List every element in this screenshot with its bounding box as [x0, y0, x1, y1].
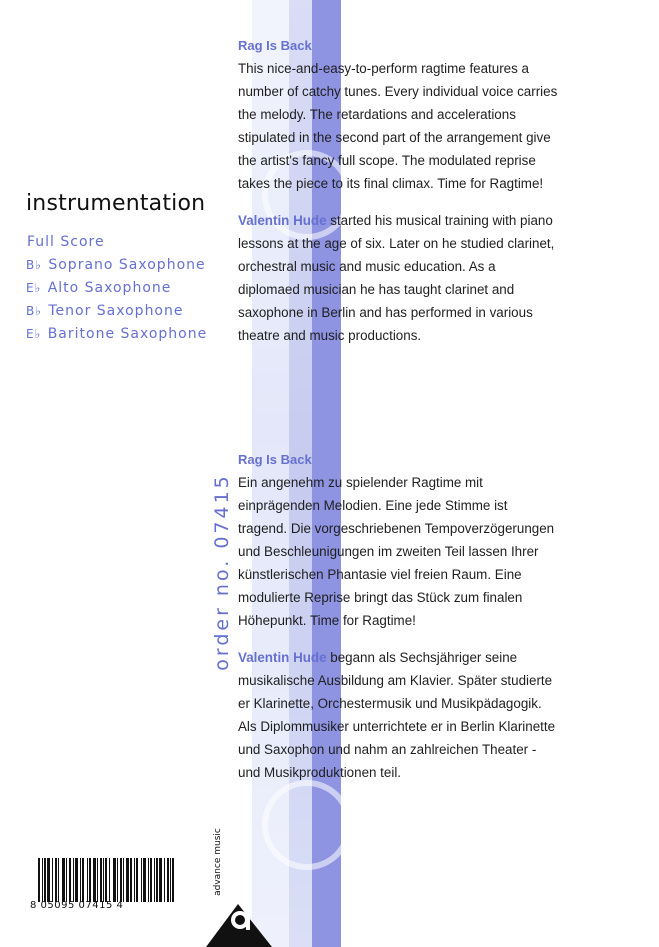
composer-name: Valentin Hude [238, 650, 327, 665]
flat-sign: B♭ [26, 258, 42, 272]
instrument-label: Baritone Saxophone [47, 326, 208, 342]
german-bio [238, 646, 558, 784]
order-number: order no. 07415 [211, 473, 233, 671]
flat-sign: E♭ [26, 327, 42, 341]
flat-sign: E♭ [26, 281, 42, 295]
instrument-item [26, 280, 207, 303]
english-bio-text: started his musical training with piano lessons at the age of six. Later on he studied clarinet, orchestral music and music education. As a diplomaed musician he has taught clarinet and saxophone in Berlin and has performed in various theatre and music productions. [238, 213, 555, 343]
instrumentation-list [26, 234, 207, 349]
instrument-item [26, 234, 207, 257]
german-bio-text: begann als Sechsjähriger seine musikalische Ausbildung am Klavier. Später studierte er Klarinette, Orchestermusik und Musikpädagogik. Als Diplommusiker unterrichtete er in Berlin Klarinette und Saxophon und nahm an zahlreichen Theater - und Musikproduktionen teil. [238, 650, 556, 780]
english-bio [238, 209, 558, 347]
flat-sign: B♭ [26, 304, 42, 318]
instrument-item [26, 257, 207, 280]
english-text-block [238, 38, 558, 347]
barcode-bars [38, 858, 218, 902]
barcode-digits: 8 05095 07415 4 [30, 900, 124, 911]
barcode [30, 858, 226, 920]
german-description: Ein angenehm zu spielender Ragtime mit einprägenden Melodien. Eine jede Stimme ist tragend. Die vorgeschriebenen Tempoverzögerungen und Beschleunigungen im zweiten Teil lassen Ihrer künstlerischen Phantasie viel freien Raum. Eine modulierte Reprise bringt das Stück zum finalen Höhepunkt. Time for Ragtime! [238, 475, 555, 628]
german-title: Rag Is Back [238, 452, 312, 467]
english-description: This nice-and-easy-to-perform ragtime features a number of catchy tunes. Every individual voice carries the melody. The retardations and accelerations stipulated in the second part of the arrangement give the artist's fancy full scope. The modulated reprise takes the piece to its final climax. Time for Ragtime! [238, 61, 558, 191]
instrument-label: Tenor Saxophone [48, 303, 184, 319]
instrument-item [26, 303, 207, 326]
watermark-ring [262, 780, 352, 870]
instrumentation-heading: instrumentation [26, 191, 206, 216]
english-title: Rag Is Back [238, 38, 312, 53]
instrument-label: Full Score [27, 234, 105, 250]
instrument-item [26, 326, 207, 349]
german-text-block [238, 452, 558, 784]
composer-name: Valentin Hude [238, 213, 327, 228]
publisher-logo-icon [204, 900, 274, 947]
publisher-name: advance music [213, 828, 223, 896]
instrument-label: Alto Saxophone [47, 280, 172, 296]
instrument-label: Soprano Saxophone [48, 257, 206, 273]
